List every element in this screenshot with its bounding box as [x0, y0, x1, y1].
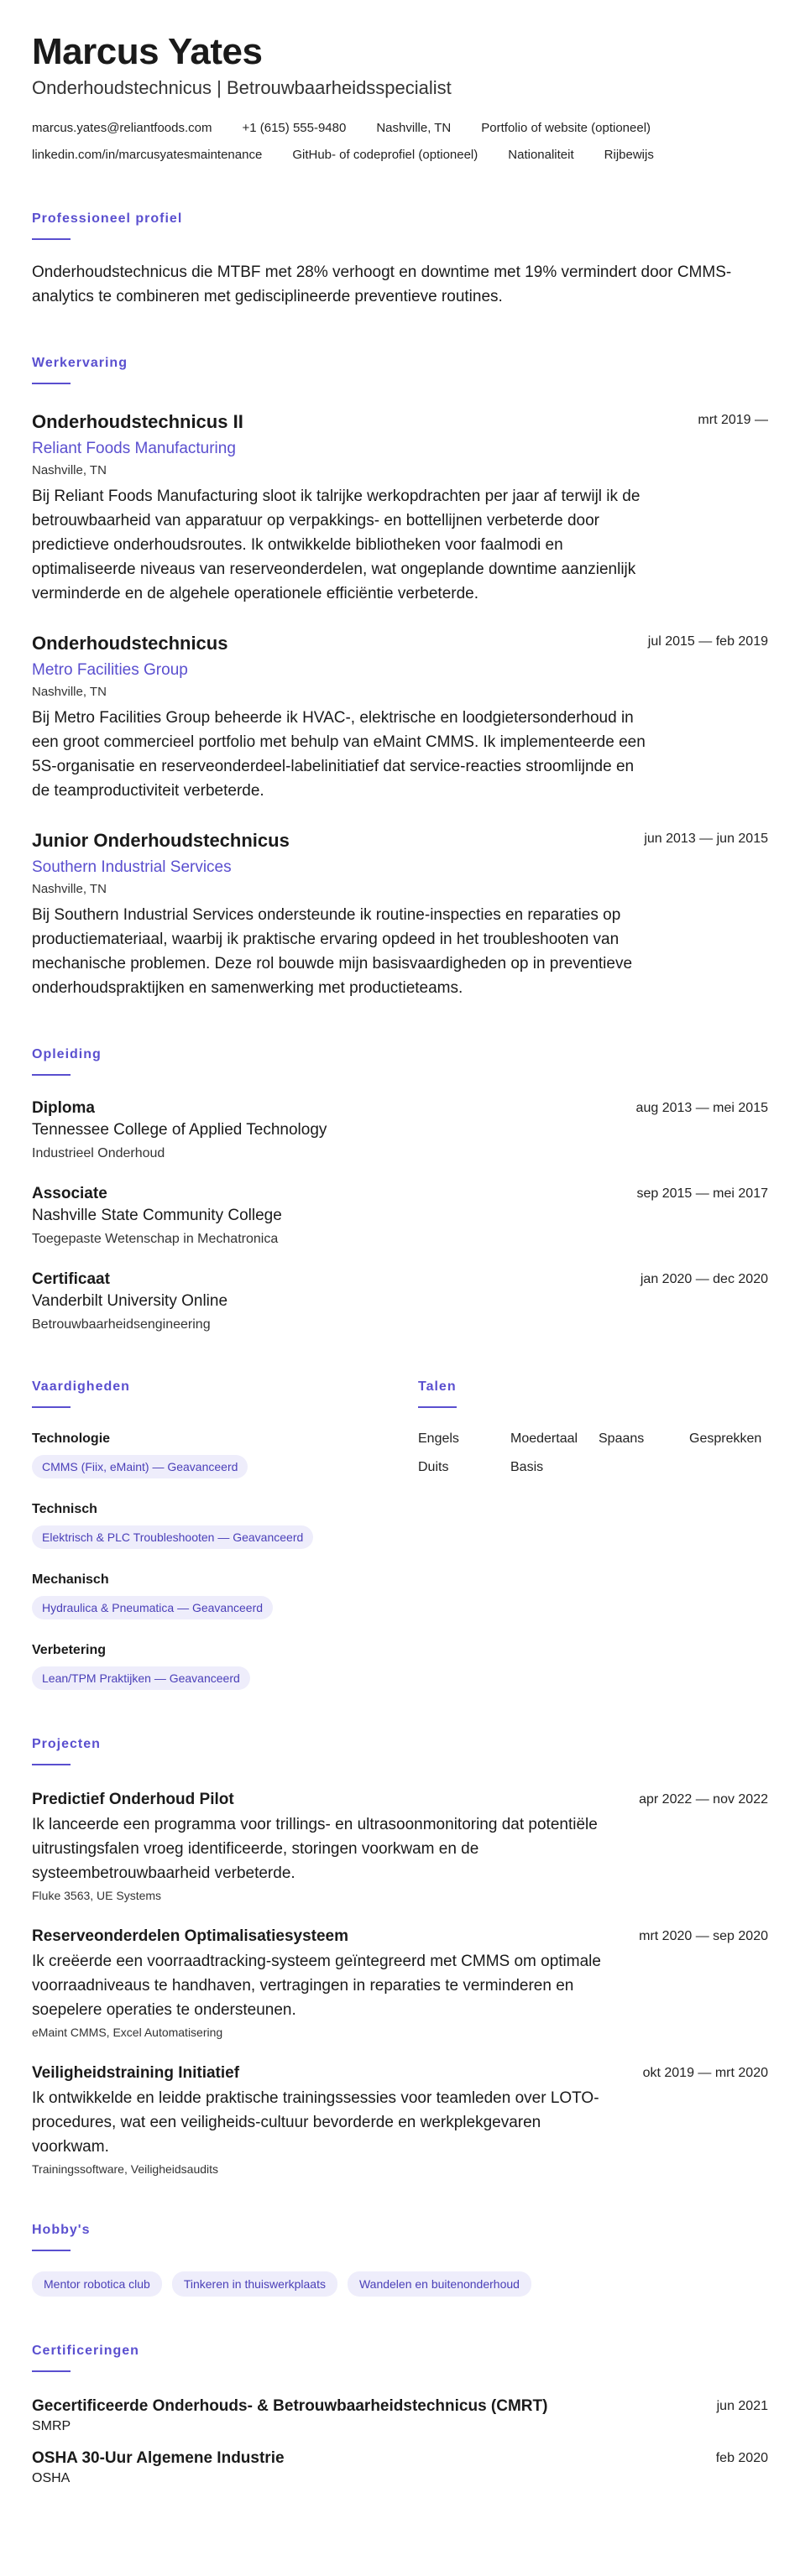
- contact-github[interactable]: GitHub- of codeprofiel (optioneel): [292, 148, 478, 163]
- skill-category: Verbetering: [32, 1643, 107, 1658]
- project-dates: mrt 2020 — sep 2020: [639, 1929, 768, 1944]
- job-company: Metro Facilities Group: [32, 661, 188, 680]
- education-entry: [32, 1099, 768, 1161]
- section-title: Hobby's: [32, 2223, 91, 2238]
- job-dates: jul 2015 — feb 2019: [647, 634, 768, 649]
- contact-linkedin[interactable]: linkedin.com/in/marcusyatesmaintenance: [32, 148, 263, 163]
- section-divider: [32, 383, 71, 384]
- job-entry: [32, 830, 768, 1000]
- education-section: [32, 1047, 768, 1332]
- certification-date: feb 2020: [715, 2451, 768, 2466]
- job-description: Bij Southern Industrial Services ondersteunde ik routine-inspecties en reparaties op productiemateriaal, waarbij ik praktische ervaring opdeed in het troubleshooten van mechanische problemen. Deze rol bouwde mijn basisvaardigheden op in preventieve onderhoudspraktijken en samenwerking met productieteams.: [32, 906, 633, 998]
- skill-pill: CMMS (Fiix, eMaint) — Geavanceerd: [32, 1455, 248, 1478]
- skill-group: [32, 1502, 418, 1549]
- job-title: Onderhoudstechnicus: [32, 633, 228, 654]
- section-divider: [32, 2370, 71, 2372]
- candidate-name: Marcus Yates: [32, 31, 263, 72]
- contact-nationality: Nationaliteit: [508, 148, 574, 163]
- project-title: Veiligheidstraining Initiatief: [32, 2064, 240, 2083]
- job-location: Nashville, TN: [32, 882, 107, 897]
- project-title: Reserveonderdelen Optimalisatiesysteem: [32, 1927, 349, 1946]
- hobby-pill: Mentor robotica club: [32, 2271, 162, 2297]
- section-title: Projecten: [32, 1737, 101, 1752]
- education-field: Betrouwbaarheidsengineering: [32, 1317, 211, 1332]
- section-title: Werkervaring: [32, 356, 128, 371]
- job-company: Reliant Foods Manufacturing: [32, 440, 236, 458]
- project-entry: [32, 1927, 768, 2039]
- skill-category: Mechanisch: [32, 1572, 109, 1588]
- section-divider: [32, 1074, 71, 1076]
- skill-pill: Elektrisch & PLC Troubleshooten — Geavanceerd: [32, 1525, 313, 1549]
- job-title: Onderhoudstechnicus II: [32, 411, 243, 433]
- certification-issuer: SMRP: [32, 2419, 71, 2434]
- certification-issuer: OSHA: [32, 2471, 71, 2486]
- section-title: Professioneel profiel: [32, 211, 183, 227]
- section-divider: [32, 238, 71, 240]
- certification-name: Gecertificeerde Onderhouds- & Betrouwbaarheidstechnicus (CMRT): [32, 2397, 548, 2416]
- section-divider: [32, 1764, 71, 1765]
- hobbies-section: [32, 2223, 768, 2297]
- language-name: Duits: [418, 1460, 449, 1475]
- job-dates: mrt 2019 —: [698, 413, 768, 428]
- job-location: Nashville, TN: [32, 685, 107, 700]
- project-dates: okt 2019 — mrt 2020: [642, 2066, 768, 2081]
- projects-section: [32, 1737, 768, 2176]
- resume-header: [32, 32, 768, 164]
- contact-license: Rijbewijs: [604, 148, 654, 163]
- certification-date: jun 2021: [716, 2399, 768, 2414]
- language-level: Basis: [510, 1460, 544, 1475]
- section-divider: [32, 2250, 71, 2251]
- job-description: Bij Metro Facilities Group beheerde ik HVAC-, elektrische en loodgietersonderhoud in een groot commercieel portfolio met behulp van eMaint CMMS. Ik implementeerde een 5S-organisatie en reserveonderdeel-labelinitiatief dat service-reacties stroomlijnde en de teamproductiviteit verbeterde.: [32, 709, 646, 800]
- contact-portfolio[interactable]: Portfolio of website (optioneel): [481, 121, 651, 136]
- job-title: Junior Onderhoudstechnicus: [32, 830, 290, 852]
- hobby-list: [32, 2271, 768, 2297]
- education-entry: [32, 1270, 768, 1332]
- education-degree: Associate: [32, 1185, 107, 1203]
- education-school: Tennessee College of Applied Technology: [32, 1121, 327, 1139]
- profile-summary: Onderhoudstechnicus die MTBF met 28% verhoogt en downtime met 19% vermindert door CMMS-analytics te combineren met gedisciplineerde preventieve routines.: [32, 263, 732, 306]
- project-description: Ik creëerde een voorraadtracking-systeem geïntegreerd met CMMS om optimale voorraadniveaus te handhaven, vertragingen in reparaties te verminderen en soepelere operaties te ondersteunen.: [32, 1953, 601, 2020]
- certifications-section: [32, 2344, 768, 2486]
- section-title: Certificeringen: [32, 2344, 139, 2359]
- project-tools: eMaint CMMS, Excel Automatisering: [32, 2026, 223, 2040]
- project-tools: Fluke 3563, UE Systems: [32, 1889, 162, 1903]
- profile-section: [32, 211, 768, 309]
- job-location: Nashville, TN: [32, 463, 107, 478]
- education-entry: [32, 1185, 768, 1247]
- education-dates: aug 2013 — mei 2015: [635, 1101, 768, 1116]
- certification-name: OSHA 30-Uur Algemene Industrie: [32, 2449, 285, 2468]
- certification-entry: [32, 2449, 768, 2486]
- project-entry: [32, 2064, 768, 2176]
- job-dates: jun 2013 — jun 2015: [644, 832, 768, 847]
- contact-location: Nashville, TN: [376, 121, 452, 136]
- education-dates: jan 2020 — dec 2020: [640, 1272, 768, 1287]
- section-title: Talen: [418, 1379, 457, 1395]
- hobby-pill: Tinkeren in thuiswerkplaats: [172, 2271, 337, 2297]
- education-school: Vanderbilt University Online: [32, 1292, 228, 1311]
- project-description: Ik ontwikkelde en leidde praktische trainingssessies voor teamleden over LOTO-procedures, wat een veiligheids-cultuur bevorderde en werkplekgevaren voorkwam.: [32, 2089, 599, 2156]
- job-entry: [32, 633, 768, 803]
- contact-list: [32, 119, 768, 164]
- project-title: Predictief Onderhoud Pilot: [32, 1791, 234, 1809]
- skill-group: [32, 1431, 418, 1478]
- contact-email[interactable]: marcus.yates@reliantfoods.com: [32, 121, 212, 136]
- certification-entry: [32, 2397, 768, 2434]
- section-title: Vaardigheden: [32, 1379, 130, 1395]
- skill-category: Technologie: [32, 1431, 111, 1447]
- language-name: Engels: [418, 1431, 459, 1447]
- contact-phone[interactable]: +1 (615) 555-9480: [242, 121, 347, 136]
- skill-group: [32, 1572, 418, 1619]
- education-degree: Certificaat: [32, 1270, 110, 1289]
- section-title: Opleiding: [32, 1047, 102, 1062]
- skill-group: [32, 1643, 418, 1690]
- language-level: Moedertaal: [510, 1431, 578, 1447]
- skill-category: Technisch: [32, 1502, 97, 1517]
- job-entry: [32, 411, 768, 606]
- project-dates: apr 2022 — nov 2022: [639, 1792, 768, 1807]
- section-divider: [418, 1406, 457, 1408]
- education-degree: Diploma: [32, 1099, 95, 1118]
- section-divider: [32, 1406, 71, 1408]
- skills-languages-row: [32, 1379, 768, 1690]
- project-entry: [32, 1791, 768, 1902]
- education-school: Nashville State Community College: [32, 1207, 282, 1225]
- education-field: Toegepaste Wetenschap in Mechatronica: [32, 1232, 279, 1247]
- job-description: Bij Reliant Foods Manufacturing sloot ik talrijke werkopdrachten per jaar af terwijl ik de betrouwbaarheid van apparatuur op verpakkings- en bottellijnen verbeterde door predictieve onderhoudsroutes. Ik ontwikkelde bibliotheken voor faalmodi en optimaliseerde niveaus van reserveonderdelen, wat ongeplande downtime aanzienlijk verminderde en de algehele operationele efficiëntie verbeterde.: [32, 488, 641, 603]
- languages-section: [418, 1379, 768, 1690]
- project-tools: Trainingssoftware, Veiligheidsaudits: [32, 2162, 219, 2177]
- language-list: [418, 1431, 768, 1475]
- education-field: Industrieel Onderhoud: [32, 1146, 165, 1161]
- candidate-headline: Onderhoudstechnicus | Betrouwbaarheidsspecialist: [32, 77, 452, 99]
- job-company: Southern Industrial Services: [32, 858, 232, 877]
- skill-pill: Hydraulica & Pneumatica — Geavanceerd: [32, 1596, 273, 1619]
- language-level: Gesprekken: [689, 1431, 762, 1447]
- skills-section: [32, 1379, 418, 1690]
- experience-section: [32, 356, 768, 1000]
- project-description: Ik lanceerde een programma voor trillings- en ultrasoonmonitoring dat potentiële uitrustingsfalen vroeg identificeerde, storingen voorkwam en de systeembetrouwbaarheid verbeterde.: [32, 1816, 598, 1883]
- hobby-pill: Wandelen en buitenonderhoud: [348, 2271, 531, 2297]
- skill-pill: Lean/TPM Praktijken — Geavanceerd: [32, 1666, 250, 1690]
- language-name: Spaans: [599, 1431, 645, 1447]
- education-dates: sep 2015 — mei 2017: [636, 1186, 768, 1202]
